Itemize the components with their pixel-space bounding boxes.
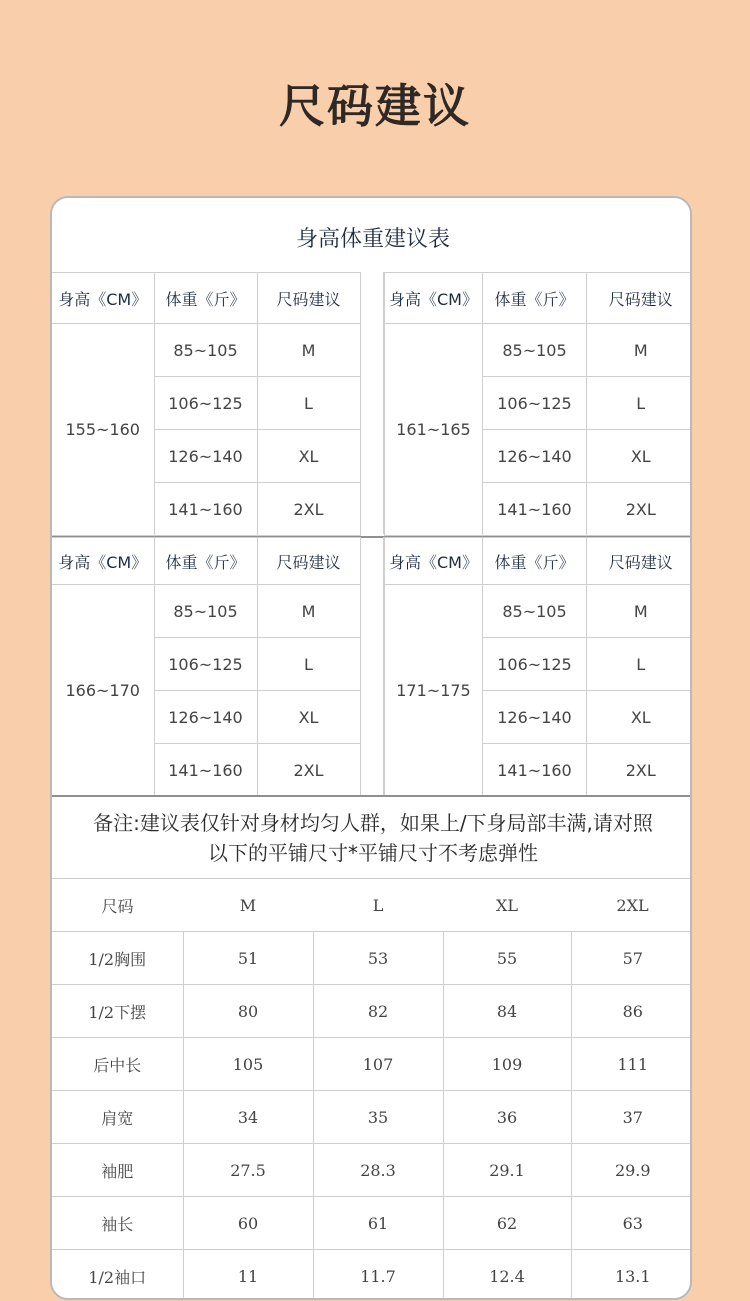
weight-range: 106~125 <box>483 377 587 430</box>
header-cell: 尺码 <box>52 879 183 932</box>
cell-value: 35 <box>313 1091 443 1144</box>
weight-range: 126~140 <box>154 691 257 744</box>
cell-value: 37 <box>571 1091 692 1144</box>
cell-value: 11 <box>183 1250 313 1301</box>
weight-range: 141~160 <box>483 483 587 536</box>
header-cell: L <box>313 879 443 932</box>
note-line-1: 备注:建议表仅针对身材均匀人群，如果上/下身局部丰满,请对照 <box>93 811 653 835</box>
hw-table-171-175 <box>384 537 692 797</box>
size-value: 2XL <box>257 483 360 536</box>
size-value: 2XL <box>587 483 693 536</box>
cell-value: 55 <box>443 932 571 985</box>
cell-value: 57 <box>571 932 692 985</box>
size-value: L <box>587 638 693 691</box>
row-label: 袖长 <box>52 1197 183 1250</box>
weight-range: 85~105 <box>483 324 587 377</box>
row-label: 肩宽 <box>52 1091 183 1144</box>
weight-range: 106~125 <box>483 638 587 691</box>
height-range: 155~160 <box>52 324 154 536</box>
cell-value: 109 <box>443 1038 571 1091</box>
table-row <box>52 1091 692 1144</box>
cell-value: 60 <box>183 1197 313 1250</box>
header-size: 尺码建议 <box>587 538 693 585</box>
column-gap <box>360 537 384 795</box>
hw-table-155-160 <box>52 272 361 536</box>
measurement-header-row <box>52 879 692 932</box>
section-divider <box>52 795 692 797</box>
header-size: 尺码建议 <box>587 273 693 324</box>
header-weight: 体重《斤》 <box>154 538 257 585</box>
weight-range: 141~160 <box>154 483 257 536</box>
height-range: 161~165 <box>385 324 483 536</box>
weight-range: 126~140 <box>483 430 587 483</box>
weight-range: 141~160 <box>154 744 257 797</box>
weight-range: 126~140 <box>154 430 257 483</box>
header-weight: 体重《斤》 <box>483 538 587 585</box>
cell-value: 29.9 <box>571 1144 692 1197</box>
table-row <box>52 1038 692 1091</box>
height-weight-section-2 <box>52 537 692 795</box>
table-row <box>52 1144 692 1197</box>
cell-value: 11.7 <box>313 1250 443 1301</box>
header-height: 身高《CM》 <box>385 273 483 324</box>
table-row <box>52 932 692 985</box>
header-cell: M <box>183 879 313 932</box>
height-range: 166~170 <box>52 585 154 797</box>
header-weight: 体重《斤》 <box>154 273 257 324</box>
size-note <box>52 798 692 878</box>
page-title: 尺码建议 <box>279 79 471 133</box>
cell-value: 53 <box>313 932 443 985</box>
table-row <box>52 1197 692 1250</box>
weight-range: 85~105 <box>483 585 587 638</box>
size-value: 2XL <box>257 744 360 797</box>
size-guide-card <box>50 196 692 1300</box>
height-range: 171~175 <box>385 585 483 797</box>
header-size: 尺码建议 <box>257 273 360 324</box>
size-value: XL <box>587 691 693 744</box>
cell-value: 63 <box>571 1197 692 1250</box>
row-label: 后中长 <box>52 1038 183 1091</box>
weight-range: 85~105 <box>154 585 257 638</box>
height-weight-section-1 <box>52 272 692 534</box>
cell-value: 84 <box>443 985 571 1038</box>
weight-range: 141~160 <box>483 744 587 797</box>
cell-value: 13.1 <box>571 1250 692 1301</box>
header-height: 身高《CM》 <box>52 273 154 324</box>
measurement-table <box>52 878 692 1300</box>
size-value: M <box>587 324 693 377</box>
row-label: 1/2袖口 <box>52 1250 183 1301</box>
row-label: 1/2下摆 <box>52 985 183 1038</box>
cell-value: 51 <box>183 932 313 985</box>
header-size: 尺码建议 <box>257 538 360 585</box>
weight-range: 126~140 <box>483 691 587 744</box>
cell-value: 27.5 <box>183 1144 313 1197</box>
cell-value: 80 <box>183 985 313 1038</box>
header-height: 身高《CM》 <box>385 538 483 585</box>
size-value: XL <box>257 430 360 483</box>
cell-value: 12.4 <box>443 1250 571 1301</box>
cell-value: 29.1 <box>443 1144 571 1197</box>
cell-value: 28.3 <box>313 1144 443 1197</box>
weight-range: 106~125 <box>154 377 257 430</box>
row-label: 1/2胸围 <box>52 932 183 985</box>
card-title: 身高体重建议表 <box>295 227 450 252</box>
size-value: L <box>257 638 360 691</box>
size-value: M <box>257 585 360 638</box>
table-row <box>52 985 692 1038</box>
hw-table-161-165 <box>384 272 692 536</box>
header-weight: 体重《斤》 <box>483 273 587 324</box>
size-value: M <box>587 585 693 638</box>
cell-value: 111 <box>571 1038 692 1091</box>
row-label: 袖肥 <box>52 1144 183 1197</box>
header-cell: 2XL <box>571 879 692 932</box>
weight-range: 85~105 <box>154 324 257 377</box>
table-row <box>52 1250 692 1301</box>
cell-value: 61 <box>313 1197 443 1250</box>
size-value: XL <box>587 430 693 483</box>
size-value: 2XL <box>587 744 693 797</box>
cell-value: 105 <box>183 1038 313 1091</box>
cell-value: 34 <box>183 1091 313 1144</box>
cell-value: 86 <box>571 985 692 1038</box>
size-value: L <box>587 377 693 430</box>
size-value: M <box>257 324 360 377</box>
header-height: 身高《CM》 <box>52 538 154 585</box>
cell-value: 107 <box>313 1038 443 1091</box>
column-gap <box>360 272 384 534</box>
cell-value: 36 <box>443 1091 571 1144</box>
note-line-2: 以下的平铺尺寸*平铺尺寸不考虑弹性 <box>208 841 538 865</box>
size-value: XL <box>257 691 360 744</box>
cell-value: 82 <box>313 985 443 1038</box>
hw-table-166-170 <box>52 537 361 797</box>
weight-range: 106~125 <box>154 638 257 691</box>
size-value: L <box>257 377 360 430</box>
cell-value: 62 <box>443 1197 571 1250</box>
header-cell: XL <box>443 879 571 932</box>
